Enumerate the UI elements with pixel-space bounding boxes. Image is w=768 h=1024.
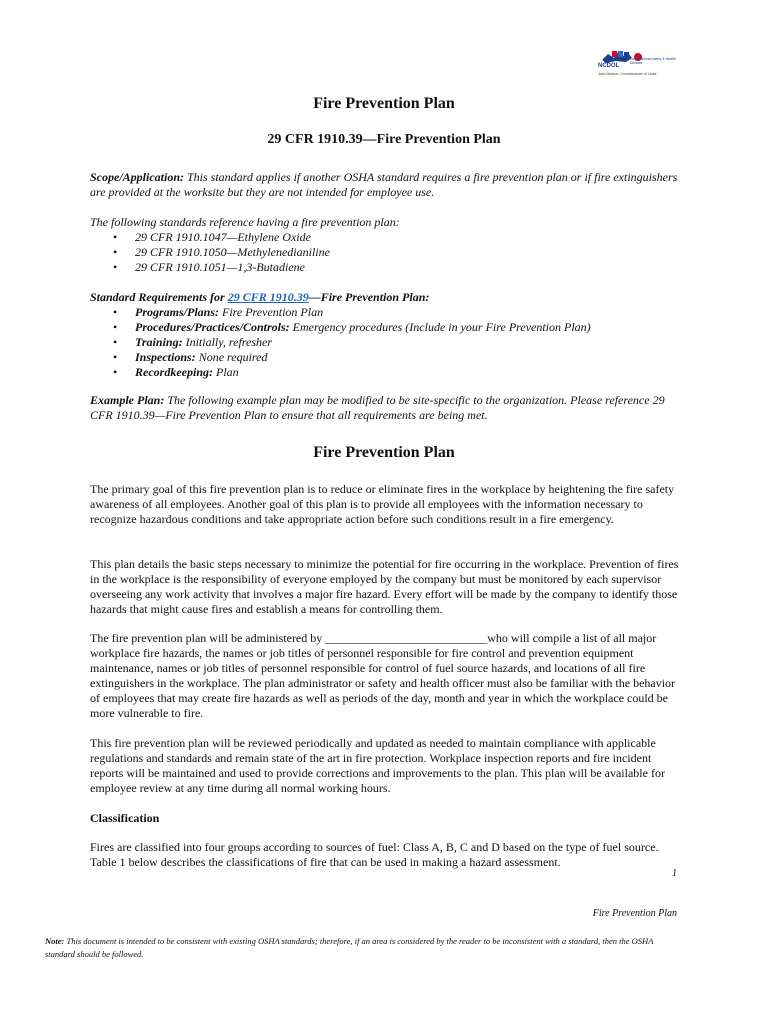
example-paragraph <box>90 393 680 423</box>
body-paragraph: The primary goal of this fire prevention plan is to reduce or eliminate fires in the workplace by heightening the fire safety awareness of all employees. Another goal of this plan is to provide all employees with the information necessary to recognize hazardous conditions and take appropriate action before such conditions result in a fire emergency. <box>90 482 675 526</box>
ncdol-logo <box>598 50 678 80</box>
scope-text: This standard applies if another OSHA standard requires a fire prevention plan or if fire extinguishers are provided at the worksite but they are not intended for employee use. <box>90 170 678 199</box>
page-title: Fire Prevention Plan <box>313 95 455 112</box>
requirements-section <box>90 290 680 380</box>
requirements-list <box>90 305 680 380</box>
list-item: • 29 CFR 1910.1050—Methylenedianiline <box>90 245 680 260</box>
page-subtitle: 29 CFR 1910.39—Fire Prevention Plan <box>267 132 501 147</box>
requirement-label: Procedures/Practices/Controls: <box>135 320 290 334</box>
requirements-prefix: Standard Requirements for <box>90 290 228 304</box>
body-paragraph: The fire prevention plan will be administered by ___________________________who will compile a list of all major workplace fire hazards, the names or job titles of personnel responsible for fire control and prevention equipment maintenance, names or job titles of personnel responsible for control of fuel source hazards, and locations of all fire extinguishers in the workplace. The plan administrator or safety and health officer must also be familiar with the behavior of employees that may create fire hazards as well as periods of the day, month and year in which the workplace could be more vulnerable to fire. <box>90 631 676 720</box>
classification-heading: Classification <box>90 811 160 825</box>
list-item <box>90 350 680 365</box>
requirement-value: Initially, refresher <box>182 335 273 349</box>
requirement-value: Fire Prevention Plan <box>219 305 324 319</box>
example-label: Example Plan: <box>90 393 165 407</box>
list-item <box>90 320 680 335</box>
standards-section <box>90 215 680 275</box>
scope-label: Scope/Application: <box>90 170 184 184</box>
footer-title: Fire Prevention Plan <box>592 908 677 919</box>
scope-paragraph <box>90 170 680 200</box>
list-item <box>90 365 680 380</box>
requirement-label: Inspections: <box>135 350 196 364</box>
logo-commissioner: Josh Dobson, Commissioner of Labor <box>598 72 657 76</box>
section-title: Fire Prevention Plan <box>313 444 455 461</box>
requirements-suffix: —Fire Prevention Plan: <box>308 290 430 304</box>
list-item <box>90 335 680 350</box>
requirement-label: Training: <box>135 335 183 349</box>
requirement-label: Recordkeeping: <box>135 365 213 379</box>
logo-division: Occupational Safety & Health Division <box>630 57 676 65</box>
body-paragraph: This plan details the basic steps necessary to minimize the potential for fire occurring in the workplace. Prevention of fires in the workplace is the responsibility of everyone employed by the company but must be monitored by each supervisor overseeing any work activity that involves a major fire hazard. Every effort will be made by the company to identify those hazards that might cause fires and establish a means for controlling them. <box>90 557 679 616</box>
cfr-link[interactable]: 29 CFR 1910.39 <box>227 290 309 304</box>
requirement-value: Emergency procedures (Include in your Fire Prevention Plan) <box>289 320 591 334</box>
page-number: 1 <box>672 868 677 879</box>
note-text: This document is intended to be consistent with existing OSHA standards; therefore, if an area is considered by the reader to be inconsistent with a standard, then the OSHA standard should be followed. <box>45 936 654 959</box>
body-paragraph: This fire prevention plan will be reviewed periodically and updated as needed to maintain compliance with applicable regulations and standards and remain state of the art in fire protection. Workplace inspection reports and fire incident reports will be maintained and used to provide corrections and improvements to the plan. This plan will be available for employee review at any time during all normal working hours. <box>90 736 665 795</box>
requirement-value: None required <box>195 350 268 364</box>
footer-note <box>45 935 685 961</box>
standards-intro: The following standards reference having a fire prevention plan: <box>90 215 400 229</box>
example-text: The following example plan may be modified to be site-specific to the organization. Please reference 29 CFR 1910.39—Fire Prevention Plan to ensure that all requirements are being met. <box>90 393 665 422</box>
requirements-heading <box>90 290 680 305</box>
classification-paragraph: Fires are classified into four groups according to sources of fuel: Class A, B, C and D based on the type of fuel source. Table 1 below describes the classifications of fire that can be used in making a hazard assessment. <box>90 840 659 869</box>
requirement-value: Plan <box>212 365 239 379</box>
note-label: Note: <box>45 936 65 946</box>
standards-list <box>90 230 680 275</box>
list-item: • 29 CFR 1910.1047—Ethylene Oxide <box>90 230 680 245</box>
logo-name: NCDOL <box>598 63 620 69</box>
list-item <box>90 305 680 320</box>
requirement-label: Programs/Plans: <box>135 305 220 319</box>
list-item: • 29 CFR 1910.1051—1,3-Butadiene <box>90 260 680 275</box>
